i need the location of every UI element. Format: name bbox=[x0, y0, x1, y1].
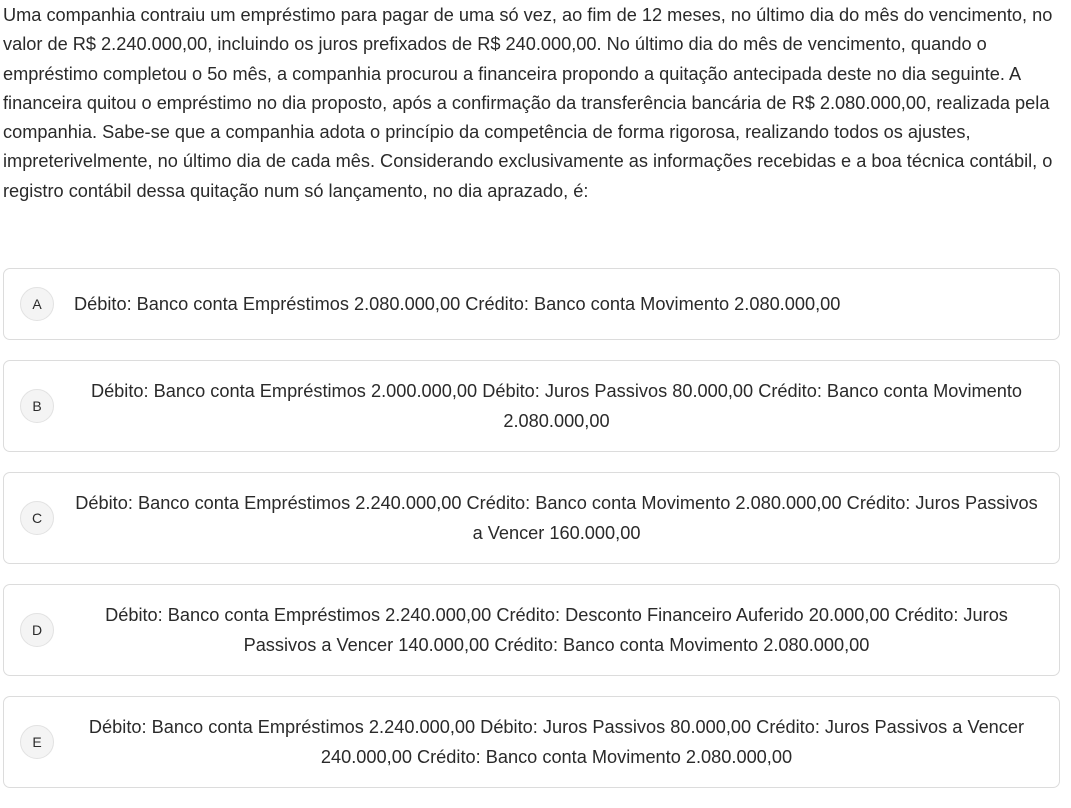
option-letter-a: A bbox=[20, 287, 54, 321]
option-letter-c: C bbox=[20, 501, 54, 535]
option-text-d: Débito: Banco conta Empréstimos 2.240.000,00 Crédito: Desconto Financeiro Auferido 20.000,00 Crédito: Juros Passivos a Vencer 140.000,00 Crédito: Banco conta Movimento 2.080.000,00 bbox=[105, 605, 1008, 655]
option-letter-b: B bbox=[20, 389, 54, 423]
option-text-b: Débito: Banco conta Empréstimos 2.000.000,00 Débito: Juros Passivos 80.000,00 Crédito: Banco conta Movimento 2.080.000,00 bbox=[90, 381, 1023, 431]
option-e[interactable] bbox=[3, 696, 1060, 788]
option-text-c: Débito: Banco conta Empréstimos 2.240.000,00 Crédito: Banco conta Movimento 2.080.000,00 Crédito: Juros Passivos a Vencer 160.000,00 bbox=[75, 493, 1038, 543]
option-text-e: Débito: Banco conta Empréstimos 2.240.000,00 Débito: Juros Passivos 80.000,00 Crédito: Juros Passivos a Vencer 240.000,00 Crédito: Banco conta Movimento 2.080.000,00 bbox=[88, 717, 1025, 767]
option-c[interactable] bbox=[3, 472, 1060, 564]
answer-options bbox=[3, 268, 1060, 808]
option-d[interactable] bbox=[3, 584, 1060, 676]
option-letter-d: D bbox=[20, 613, 54, 647]
option-a[interactable] bbox=[3, 268, 1060, 340]
option-letter-e: E bbox=[20, 725, 54, 759]
question-text: Uma companhia contraiu um empréstimo para pagar de uma só vez, ao fim de 12 meses, no último dia do mês do vencimento, no valor de R$ 2.240.000,00, incluindo os juros prefixados de R$ 240.000,00. No último dia do mês de vencimento, quando o empréstimo completou o 5o mês, a companhia procurou a financeira propondo a quitação antecipada deste no dia seguinte. A financeira quitou o empréstimo no dia proposto, após a confirmação da transferência bancária de R$ 2.080.000,00, realizada pela companhia. Sabe-se que a companhia adota o princípio da competência de forma rigorosa, realizando todos os ajustes, impreterivelmente, no último dia de cada mês. Considerando exclusivamente as informações recebidas e a boa técnica contábil, o registro contábil dessa quitação num só lançamento, no dia aprazado, é: bbox=[3, 5, 1053, 201]
option-b[interactable] bbox=[3, 360, 1060, 452]
option-text-a: Débito: Banco conta Empréstimos 2.080.000,00 Crédito: Banco conta Movimento 2.080.000,00 bbox=[74, 294, 841, 314]
